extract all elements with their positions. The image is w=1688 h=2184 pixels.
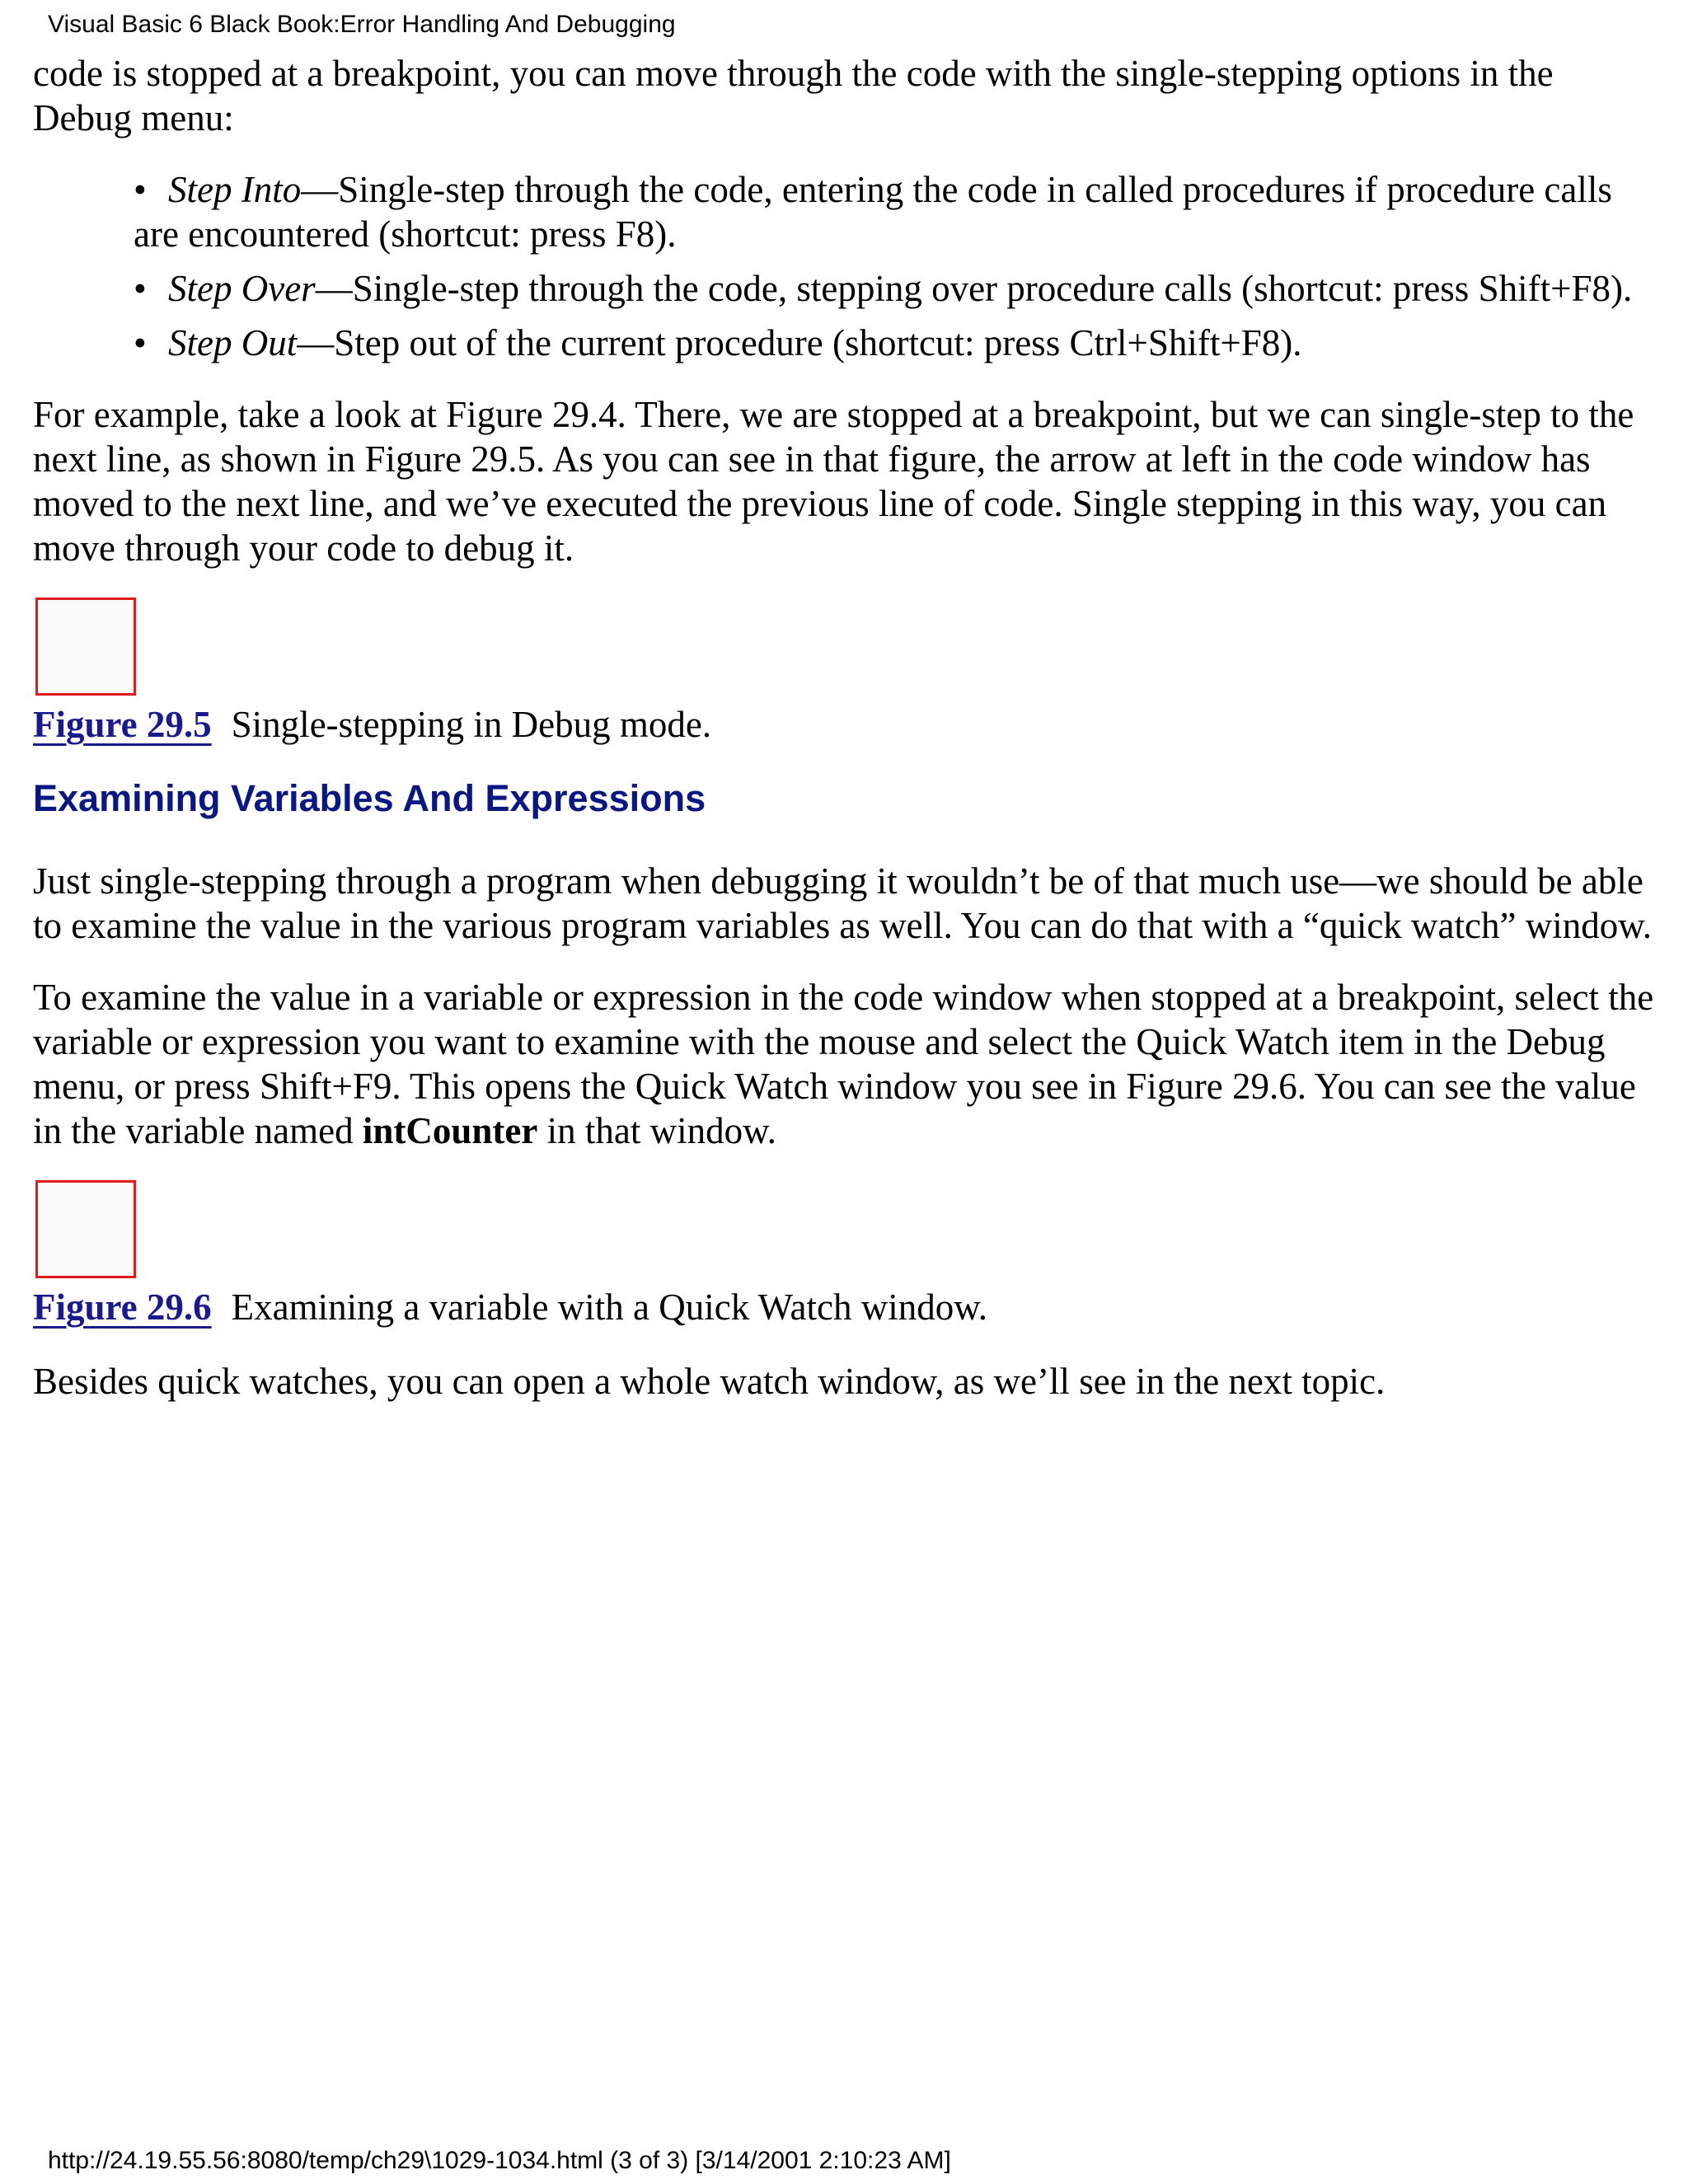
closing-paragraph: Besides quick watches, you can open a whole watch window, as we’ll see in the next topic. (33, 1361, 1386, 1402)
list-item-term: Step Into (168, 169, 302, 210)
figure-29-5-link[interactable]: Figure 29.5 (33, 704, 212, 745)
quickwatch-paragraph (33, 975, 1661, 1153)
example-paragraph: For example, take a look at Figure 29.4. There, we are stopped at a breakpoint, but we can single-step to the next line, as shown in Figure 29.5. As you can see in that figure, the arrow at left in the code window has moved to the next line, and we’ve executed the previous line of code. Single stepping in this way, you can move through your code to debug it. (33, 394, 1634, 569)
figure-29-6-caption-text: Examining a variable with a Quick Watch window. (231, 1286, 988, 1328)
list-item-term: Step Over (168, 268, 316, 309)
document-body (33, 51, 1661, 1431)
quickwatch-paragraph-text: To examine the value in a variable or expression in the code window when stopped at a breakpoint, select the variable or expression you want to examine with the mouse and select the Quick Watch item in the Debug menu, or press Shift+F9. This opens the Quick Watch window you see in Figure 29.6. You can see the value in the variable named (33, 977, 1654, 1151)
bullet-icon: • (134, 268, 147, 309)
figure-29-6-caption (33, 1285, 1661, 1329)
list-item (134, 266, 1661, 311)
page-header-title: Visual Basic 6 Black Book:Error Handling And Debugging (48, 11, 676, 38)
page-footer-url: http://24.19.55.56:8080/temp/ch29\1029-1034.html (3 of 3) [3/14/2001 2:10:23 AM] (48, 2147, 951, 2174)
list-item-desc: —Single-step through the code, stepping over procedure calls (shortcut: press Shift+F8). (315, 268, 1633, 309)
variable-name: intCounter (362, 1110, 538, 1151)
quickwatch-paragraph-tail: in that window. (537, 1110, 776, 1151)
list-item (134, 321, 1661, 365)
list-item-term: Step Out (168, 322, 298, 363)
list-item-desc: —Single-step through the code, entering the code in called procedures if procedure calls are encountered (shortcut: press F8). (134, 169, 1612, 255)
step-options-list (33, 167, 1661, 365)
bullet-icon: • (134, 169, 147, 210)
intro-paragraph: code is stopped at a breakpoint, you can move through the code with the single-stepping options in the Debug menu: (33, 53, 1554, 138)
list-item-desc: —Step out of the current procedure (shortcut: press Ctrl+Shift+F8). (297, 322, 1302, 363)
figure-29-6-image-placeholder[interactable] (35, 1180, 136, 1278)
section-heading: Examining Variables And Expressions (33, 777, 706, 819)
figure-29-5-caption-text: Single-stepping in Debug mode. (231, 704, 712, 745)
list-item (134, 167, 1661, 256)
figure-29-5-caption (33, 702, 1661, 747)
figure-29-6-link[interactable]: Figure 29.6 (33, 1286, 212, 1328)
figure-29-5-image-placeholder[interactable] (35, 598, 136, 696)
bullet-icon: • (134, 322, 147, 363)
quickwatch-intro-paragraph: Just single-stepping through a program when debugging it wouldn’t be of that much use—we should be able to examine the value in the various program variables as well. You can do that with a “quick watch” window. (33, 860, 1653, 946)
